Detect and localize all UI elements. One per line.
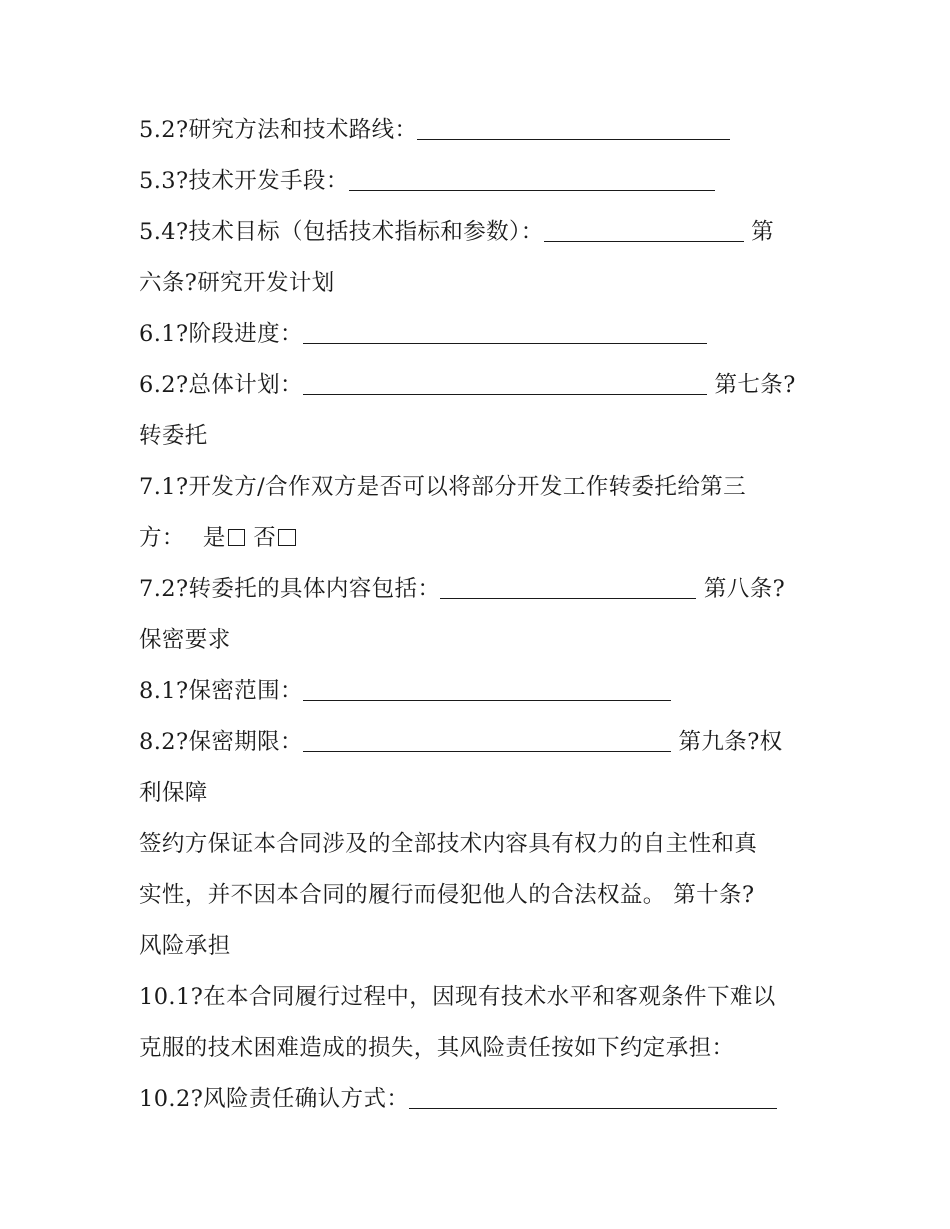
- clause-label: 8.2?保密期限：: [139, 729, 303, 755]
- next-article-fragment: 第七条?: [706, 372, 796, 398]
- clause-label: 6.1?阶段进度：: [139, 321, 303, 347]
- clause-5-2: [139, 105, 819, 156]
- clause-label: 10.2?风险责任确认方式：: [139, 1086, 410, 1112]
- checkbox-no[interactable]: [278, 529, 296, 547]
- option-yes-label: 是: [202, 525, 226, 551]
- article-heading: 六条?研究开发计划: [139, 270, 335, 296]
- article-heading: 转委托: [139, 423, 208, 449]
- clause-label: 5.4?技术目标（包括技术指标和参数）：: [139, 219, 544, 245]
- fill-in-blank[interactable]: [303, 677, 671, 702]
- clause-7-2: [139, 564, 819, 615]
- article-8-heading: [139, 615, 819, 666]
- clause-label: 8.1?保密范围：: [139, 678, 303, 704]
- clause-5-4: [139, 207, 819, 258]
- clause-label: 5.3?技术开发手段：: [139, 168, 349, 194]
- paragraph-text: 实性，并不因本合同的履行而侵犯他人的合法权益。 第十条?: [139, 882, 755, 908]
- clause-6-2: [139, 360, 819, 411]
- clause-10-1-cont: [139, 1023, 819, 1074]
- article-heading: 保密要求: [139, 627, 231, 653]
- fill-in-blank[interactable]: [409, 1085, 777, 1110]
- article-9-text-1: [139, 819, 819, 870]
- article-heading: 利保障: [139, 780, 208, 806]
- fill-in-blank[interactable]: [349, 167, 715, 192]
- clause-10-2: [139, 1074, 819, 1125]
- fill-in-blank[interactable]: [544, 218, 744, 243]
- checkbox-yes[interactable]: [228, 529, 246, 547]
- next-article-fragment: 第九条?权: [670, 729, 783, 755]
- paragraph-text: 签约方保证本合同涉及的全部技术内容具有权力的自主性和真: [139, 831, 758, 857]
- article-10-heading: [139, 921, 819, 972]
- clause-5-3: [139, 156, 819, 207]
- article-7-heading: [139, 411, 819, 462]
- fill-in-blank[interactable]: [303, 320, 707, 345]
- article-6-heading: [139, 258, 819, 309]
- contract-body: [139, 105, 819, 1125]
- clause-text: 7.1?开发方/合作双方是否可以将部分开发工作转委托给第三: [139, 474, 747, 500]
- option-no-label: 否: [253, 525, 277, 551]
- next-article-fragment: 第: [743, 219, 775, 245]
- article-9-heading: [139, 768, 819, 819]
- paragraph-text: 克服的技术困难造成的损失，其风险责任按如下约定承担：: [139, 1035, 735, 1061]
- clause-label: 7.2?转委托的具体内容包括：: [139, 576, 441, 602]
- article-9-text-2: [139, 870, 819, 921]
- clause-7-1-options: [139, 513, 819, 564]
- fill-in-blank[interactable]: [440, 575, 696, 600]
- paragraph-text: 10.1?在本合同履行过程中，因现有技术水平和客观条件下难以: [139, 984, 776, 1010]
- clause-label: 6.2?总体计划：: [139, 372, 303, 398]
- clause-8-1: [139, 666, 819, 717]
- clause-10-1: [139, 972, 819, 1023]
- article-heading: 风险承担: [139, 933, 231, 959]
- fill-in-blank[interactable]: [303, 728, 671, 753]
- fill-in-blank[interactable]: [303, 371, 707, 396]
- next-article-fragment: 第八条?: [696, 576, 786, 602]
- clause-label: 5.2?研究方法和技术路线：: [139, 117, 418, 143]
- fill-in-blank[interactable]: [417, 116, 730, 141]
- clause-6-1: [139, 309, 819, 360]
- options-prefix: 方：: [139, 525, 185, 551]
- clause-7-1: [139, 462, 819, 513]
- clause-8-2: [139, 717, 819, 768]
